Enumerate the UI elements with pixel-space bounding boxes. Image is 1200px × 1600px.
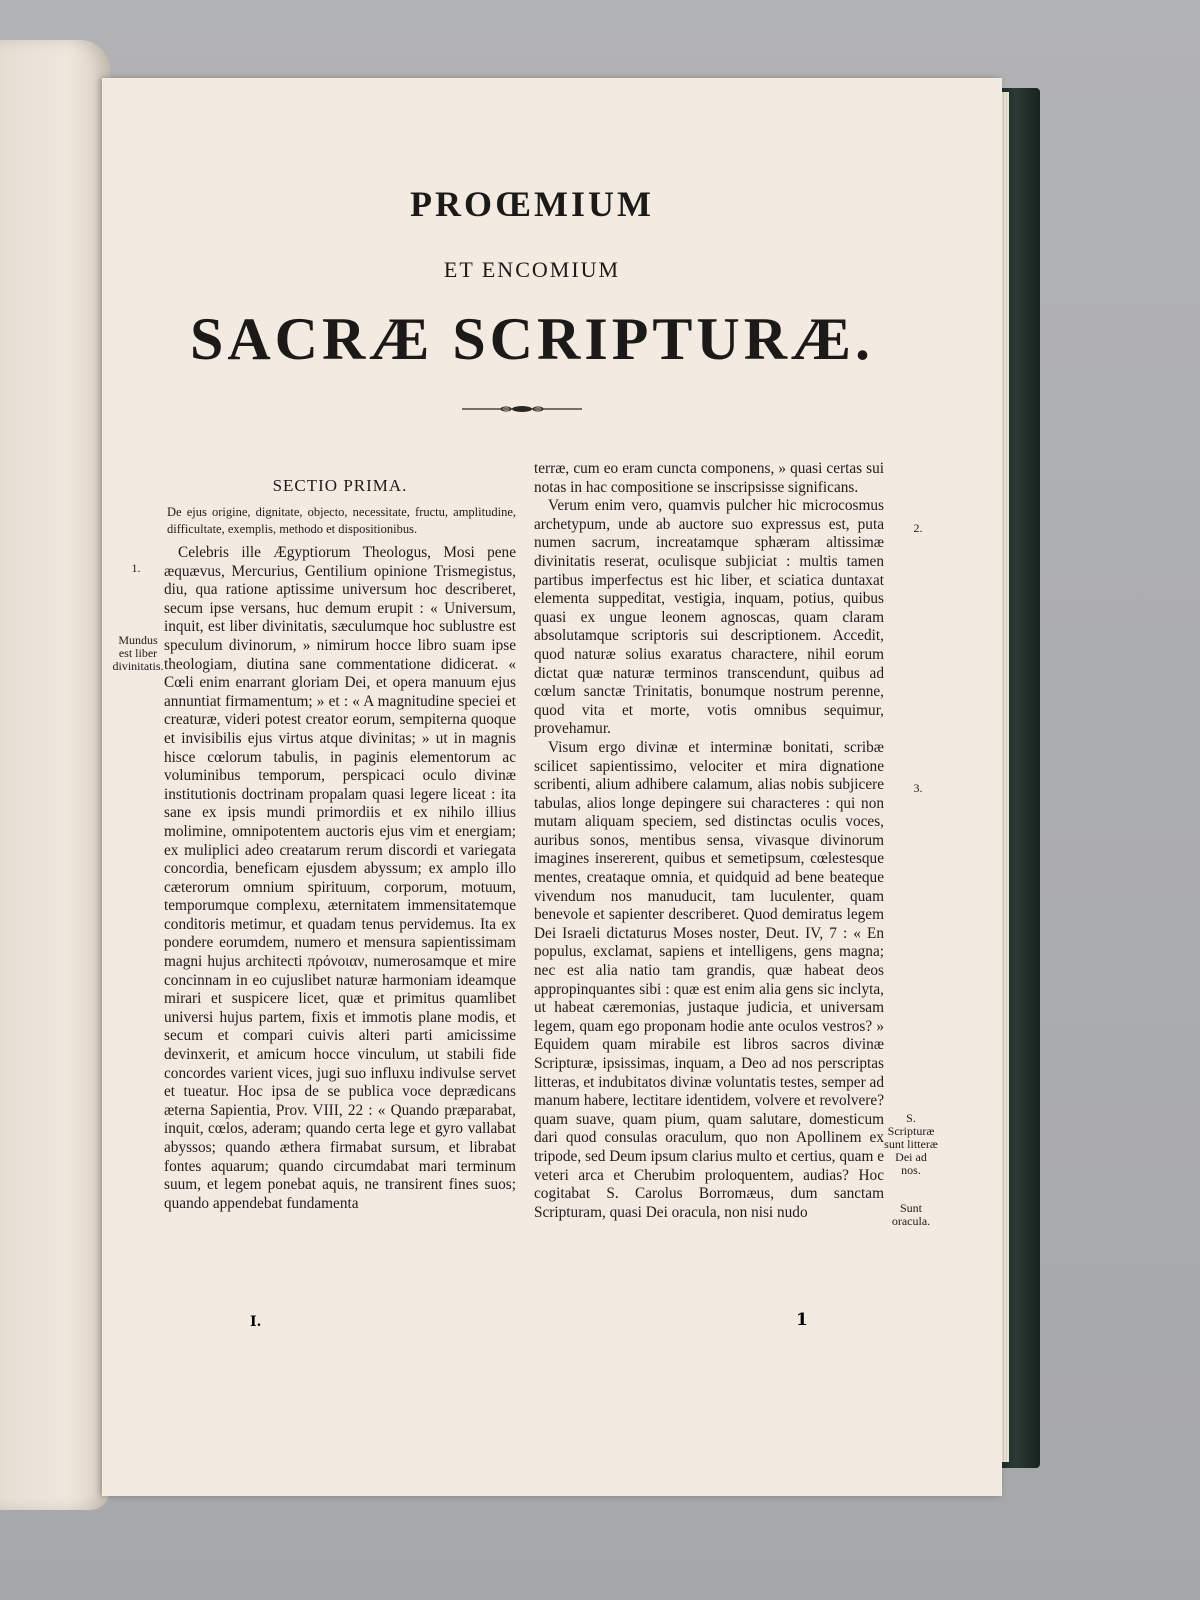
margin-number: 1. [131, 561, 141, 575]
left-column-text [164, 544, 516, 1213]
paragraph: terræ, cum eo eram cuncta componens, » quasi certas sui notas in hac compositione se inscripsisse significans. [534, 460, 884, 496]
ornament-divider-icon [462, 404, 582, 414]
section-title: SECTIO PRIMA. [272, 476, 408, 495]
facing-page [0, 40, 110, 1510]
signature-mark: I. [250, 1314, 262, 1330]
right-column [534, 460, 884, 1222]
paragraph: Visum ergo divinæ et interminæ bonitati, scribæ scilicet sapientissimo, velociter et mira dignatione scribenti, alium adhibere calamum, alias nobis subjicere tabulas, alios longe depingere sui characteres : qui non mutam aliquam speciem, sed distinctas oculis voces, auribus sonos, mentibus sensa, vivasque divinorum imagines insererent, quibus et semetipsum, cœlestesque mentes, creataque omnia, et quidquid ad bene beateque vivendum nos manuducit, tam luculenter, quam benevole et sapienter describeret. Quod demiratus legem Dei Israeli dictaturus Moses noster, Deut. IV, 7 : « En populus, exclamat, sapiens et intelligens, gens magna; nec est alia natio tam grandis, quæ habeat deos appropinquantes sibi : quæ est enim alia gens sic inclyta, ut habeat cæremonias, justaque judicia, et universam legem, quam ego proponam hodie ante oculos vestros? » Equidem quam mirabile est libros sacros divinæ Scripturæ, ipsissimas, inquam, a Deo ad nos perscriptas litteras, et indubitatos divinæ voluntatis testes, semper ad manum habere, lectitare identidem, volvere et revolvere? quam suave, quam pium, quam salutare, domesticum dari quod consulas oraculum, quo non Apollinem ex tripode, sed Deum ipsum clarius multo et certius, quam e veteri arca et Cherubim proloquentem, audias? Hoc cogitabat S. Carolus Borromæus, dum sanctam Scripturam, quasi Dei oracula, non nisi nudo [534, 738, 884, 1221]
margin-note: Sunt oracula. [891, 1201, 931, 1228]
paragraph: Verum enim vero, quamvis pulcher hic microcosmus archetypum, unde ab auctore suo expressus est, puta numen sacrum, increatamque sphæram altissimæ divinitatis reserat, oculisque subjiciat : multis tamen partibus imperfectus est hic liber, et sciatica duntaxat elementa suppeditat, vestigia, inquam, potius, quibus quasi ex ungue leonem agnoscas, quam claram absolutamque scriptoris sui descriptionem. Accedit, quod naturæ solius exaratus charactere, nihil eorum dictat quæ naturæ terminos transcendunt, quibus ad cœlum sanctæ Trinitatis, bonumque nostrum perenne, quod vita et morte, votis omnibus sequimur, provehamur. [534, 497, 884, 738]
paragraph: Celebris ille Ægyptiorum Theologus, Mosi pene æquævus, Mercurius, Gentilium opinione Trismegistus, diu, qua ratione aptissime universum hoc describeret, secum ipse versans, huc demum erupit : « Universum, inquit, est liber divinitatis, sæculumque hoc sublustre est speculum divinorum, » nimirum hocce libro suam ipse theologiam, diutina sane commentatione didicerat. « Cœli enim enarrant gloriam Dei, et opera manuum ejus annuntiat firmamentum; » et : « A magnitudine speciei et creaturæ, videri potest creator eorum, sempiterna quoque et invisibilis ejus virtus atque divinitas; » ut in magnis hisce cœlorum tabulis, in paginis elementorum ac voluminibus temporum, perspicaci oculo divinæ institutionis doctrinam propalam quasi legere liceat : ita sane ex ipsis mundi primordiis et ex nihilo illius molimine, omnipotentem auctoris ejus vim et energiam; ex muliplici adeo creatarum rerum discordi et variegata concordia, beneficam ejusdem abyssum; ex amplo illo cæterorum omnium spirituum, corporum, motuum, temporumque complexu, æternitatem immensitatemque conditoris metimur, et quadam tenus pervidemus. Ita ex pondere eorumdem, numero et mensura sapientissimam magni hujus architecti πρόνοιαν, numerosamque et mire concinnam in eo cujuslibet naturæ harmoniam ideamque mirari et suspicere licet, quæ et primitus quamlibet universi hujus partem, fixis et immotis plane modis, et secum et compari cuivis alteri parti amicissime devinxerit, et amicum hocce vinculum, ut stabili fide concordes varient vices, jugi suo influxu indivulse servet et tueatur. Hoc ipsa de se publica voce deprædicans æterna Sapientia, Prov. VIII, 22 : « Quando præparabat, inquit, cœlos, aderam; quando certa lege et gyro vallabat abyssos; quando æthera firmabat sursum, et librabat fontes aquarum; quando circumdabat mari terminum suum, et legem ponebat aquis, ne transirent fines suos; quando appendebat fundamenta [164, 544, 516, 1212]
right-column-text [534, 460, 884, 1222]
margin-note: Mundus est liber divinitatis. [112, 633, 164, 673]
title-subtitle: ET ENCOMIUM [443, 257, 621, 282]
margin-number: 3. [913, 781, 923, 795]
section-summary: De ejus origine, dignitate, objecto, necessitate, fructu, amplitudine, difficultate, exemplis, methodo et dispositionibus. [167, 505, 516, 536]
margin-number: 2. [913, 521, 923, 535]
title-block [102, 183, 962, 374]
book-page [102, 78, 1002, 1496]
margin-note: S. Scripturæ sunt litteræ Dei ad nos. [884, 1111, 938, 1177]
page-number: 1 [796, 1310, 808, 1330]
left-column [164, 476, 516, 1213]
title-main: PROŒMIUM [410, 184, 654, 224]
title-large: SACRÆ SCRIPTURÆ. [189, 306, 875, 372]
